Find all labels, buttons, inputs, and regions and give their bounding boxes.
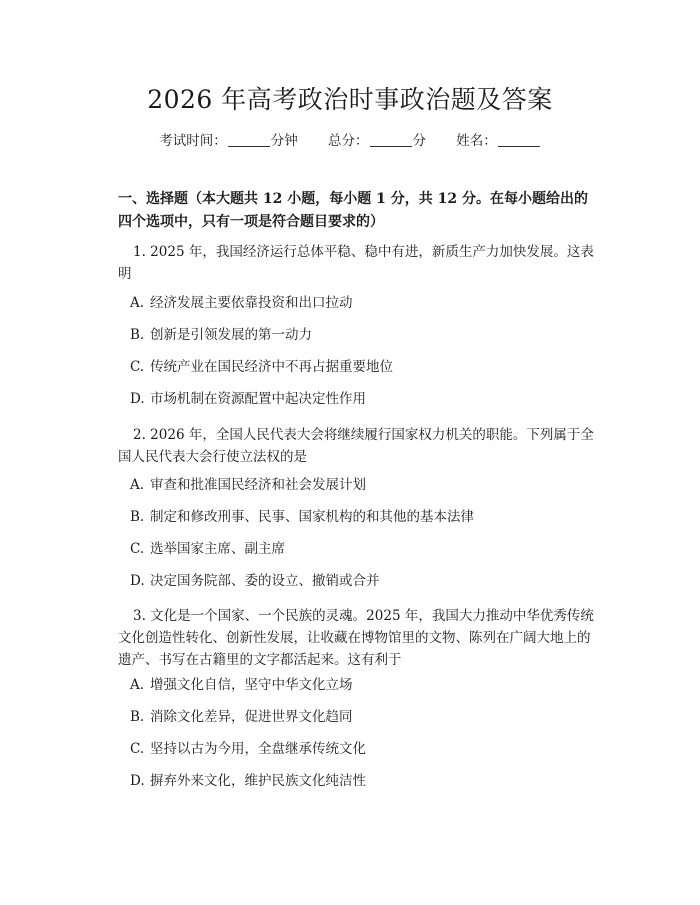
- name-blank: [498, 134, 540, 147]
- option-text: 市场机制在资源配置中起决定性作用: [150, 391, 366, 407]
- option-text: 坚持以古为今用，全盘继承传统文化: [150, 741, 366, 757]
- question-3-stem: 3. 文化是一个国家、一个民族的灵魂。2025 年，我国大力推动中华优秀传统文化创造性转化、创新性发展，让收藏在博物馆里的文物、陈列在广阔大地上的遗产、书写在古籍里的文字都活起来。这有利于: [118, 608, 594, 668]
- page-title: 2026 年高考政治时事政治题及答案: [147, 85, 553, 114]
- name-label: 姓名：: [456, 133, 497, 149]
- name-field: [456, 131, 541, 151]
- total-score-unit: 分: [412, 133, 426, 149]
- question-3-option-b: [130, 707, 353, 727]
- question-3-option-c: [130, 739, 366, 759]
- total-score-blank: [370, 134, 412, 147]
- option-text: 决定国务院部、委的设立、撤销或合并: [150, 573, 380, 589]
- question-1-option-a: [130, 293, 353, 313]
- exam-time-blank: [228, 134, 270, 147]
- question-2-option-d: [130, 571, 380, 591]
- option-letter: B.: [130, 709, 145, 725]
- question-2-option-b: [130, 507, 474, 527]
- option-letter: C.: [130, 541, 145, 557]
- option-letter: B.: [130, 327, 145, 343]
- question-1-option-c: [130, 357, 393, 377]
- option-text: 创新是引领发展的第一动力: [150, 327, 312, 343]
- question-1-option-d: [130, 389, 366, 409]
- section-heading: 一、选择题（本大题共 12 小题，每小题 1 分，共 12 分。在每小题给出的四个选项中，只有一项是符合题目要求的）: [118, 191, 588, 230]
- option-letter: D.: [130, 573, 145, 589]
- option-text: 选举国家主席、副主席: [150, 541, 285, 557]
- option-letter: C.: [130, 359, 145, 375]
- option-letter: B.: [130, 509, 145, 525]
- option-text: 经济发展主要依靠投资和出口拉动: [150, 295, 353, 311]
- option-letter: D.: [130, 391, 145, 407]
- question-2-option-a: [130, 475, 366, 495]
- question-3-option-a: [130, 675, 353, 695]
- option-text: 制定和修改刑事、民事、国家机构的和其他的基本法律: [150, 509, 474, 525]
- total-score-label: 总分：: [328, 133, 369, 149]
- question-2-stem: 2. 2026 年，全国人民代表大会将继续履行国家权力机关的职能。下列属于全国人民代表大会行使立法权的是: [118, 427, 594, 465]
- option-letter: A.: [130, 477, 145, 493]
- exam-time-field: [159, 131, 298, 151]
- question-1-stem: 1. 2025 年，我国经济运行总体平稳、稳中有进，新质生产力加快发展。这表明: [118, 244, 594, 282]
- question-2-option-c: [130, 539, 285, 559]
- option-letter: C.: [130, 741, 145, 757]
- question-1-option-b: [130, 325, 312, 345]
- option-text: 消除文化差异，促进世界文化趋同: [150, 709, 353, 725]
- option-text: 审查和批准国民经济和社会发展计划: [150, 477, 366, 493]
- option-text: 传统产业在国民经济中不再占据重要地位: [150, 359, 393, 375]
- option-letter: A.: [130, 295, 145, 311]
- question-3-option-d: [130, 771, 366, 791]
- total-score-field: [328, 131, 426, 151]
- exam-meta: [0, 131, 700, 151]
- option-letter: A.: [130, 677, 145, 693]
- exam-time-unit: 分钟: [270, 133, 298, 149]
- option-text: 摒弃外来文化，维护民族文化纯洁性: [150, 773, 366, 789]
- option-text: 增强文化自信，坚守中华文化立场: [150, 677, 353, 693]
- option-letter: D.: [130, 773, 145, 789]
- exam-time-label: 考试时间：: [159, 133, 227, 149]
